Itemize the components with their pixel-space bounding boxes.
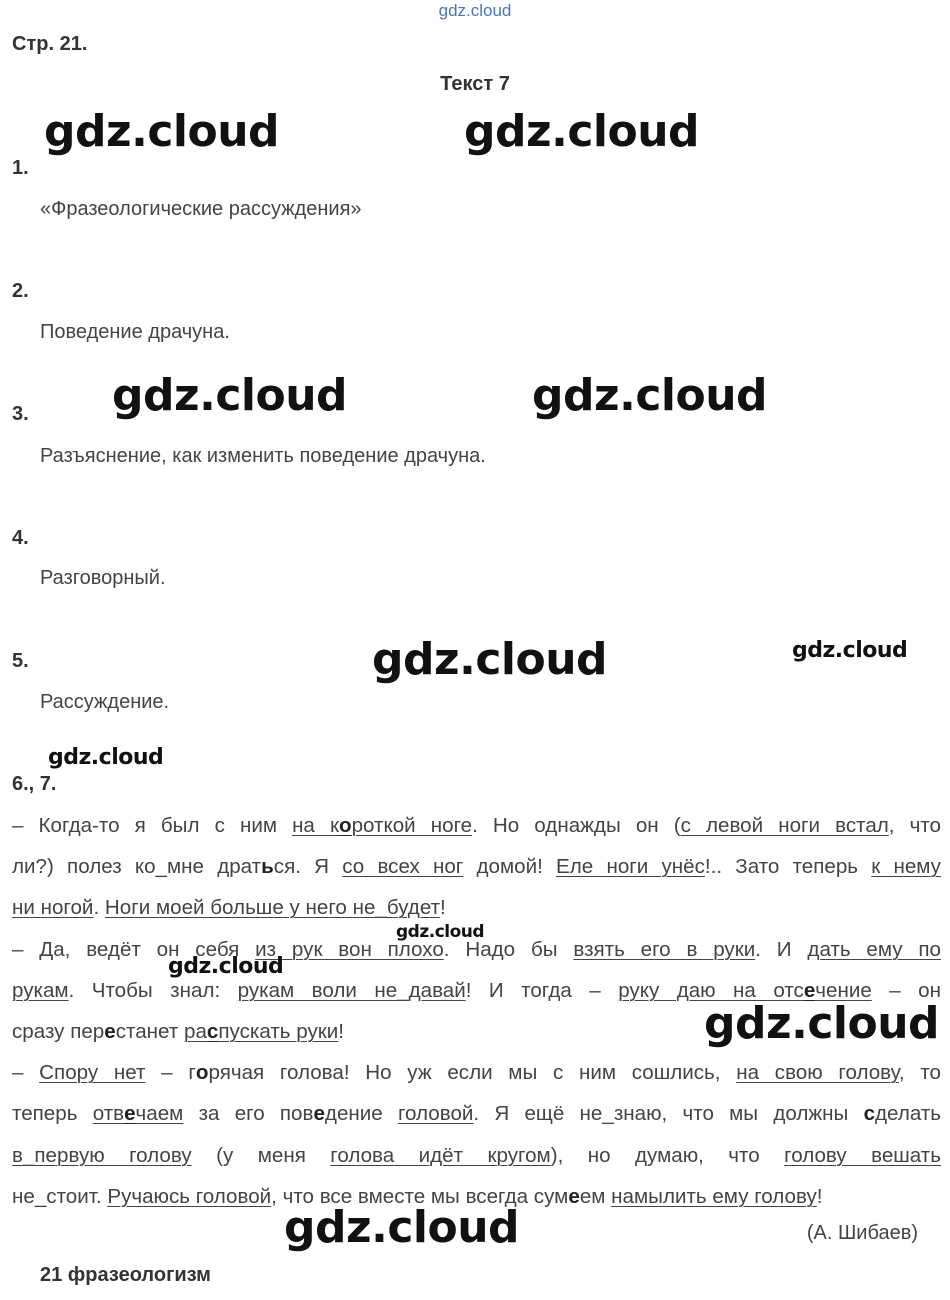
watermark: gdz.cloud bbox=[792, 638, 908, 663]
phraseologism-fragment: руку даю на отс bbox=[618, 978, 804, 1002]
item-number: 1. bbox=[12, 157, 29, 179]
text-fragment: – г bbox=[145, 1061, 196, 1085]
text-fragment: дение bbox=[324, 1102, 398, 1126]
phraseologism-fragment: Ноги моей больше у него не_будет bbox=[104, 896, 441, 920]
text-fragment: станет bbox=[115, 1020, 184, 1043]
text-fragment: ся. Я bbox=[273, 855, 343, 879]
phraseologism-fragment: рукам воли не_давай bbox=[237, 978, 466, 1002]
passage-line bbox=[12, 1093, 941, 1134]
text-fragment: ! bbox=[338, 1020, 345, 1043]
text-fragment: ь bbox=[261, 855, 274, 879]
passage-line bbox=[12, 1052, 941, 1093]
item-answer: Поведение драчуна. bbox=[40, 321, 230, 343]
phraseologism-fragment: отв bbox=[92, 1102, 125, 1126]
text-fragment: . Чтобы знал: bbox=[68, 978, 238, 1002]
page-label: Стр. 21. bbox=[12, 33, 88, 55]
text-fragment: сразу пер bbox=[12, 1020, 105, 1043]
text-fragment: за его пов bbox=[183, 1102, 314, 1126]
watermark: gdz.cloud bbox=[396, 922, 485, 942]
passage-line bbox=[12, 846, 941, 887]
phraseologism-fragment: головой bbox=[397, 1102, 474, 1126]
text-fragment: !.. Зато теперь bbox=[704, 855, 872, 879]
text-fragment: ), но думаю, что bbox=[550, 1143, 785, 1167]
phraseologism-fragment: Спору нет bbox=[39, 1061, 146, 1085]
watermark: gdz.cloud bbox=[704, 998, 940, 1049]
text-fragment: о bbox=[195, 1061, 209, 1085]
text-fragment: е bbox=[568, 1184, 580, 1208]
phraseologism-fragment: дать ему по bbox=[807, 937, 941, 961]
text-fragment: рячая голова! Но уж если мы с ним сошлись, bbox=[208, 1061, 737, 1085]
item-number: 6., 7. bbox=[12, 773, 57, 795]
watermark: gdz.cloud bbox=[372, 634, 608, 685]
item-answer: Рассуждение. bbox=[40, 691, 170, 713]
text-fragment: ! bbox=[440, 896, 446, 920]
item-number: 3. bbox=[12, 403, 29, 425]
phraseologism-fragment: о bbox=[338, 814, 352, 837]
phraseologism-fragment: с левой ноги встал bbox=[680, 814, 889, 837]
phraseologism-fragment: е bbox=[803, 978, 816, 1002]
text-fragment: – Да, ведёт он себя bbox=[12, 937, 256, 961]
item-number: 4. bbox=[12, 527, 29, 549]
phraseologism-fragment: Еле ноги унёс bbox=[556, 855, 705, 879]
phraseologism-fragment: чение bbox=[815, 978, 872, 1002]
item-number: 2. bbox=[12, 280, 29, 302]
phraseologism-fragment: ра bbox=[183, 1020, 207, 1043]
text-fragment: (у меня bbox=[191, 1143, 331, 1167]
phraseologism-fragment: пускать руки bbox=[218, 1020, 339, 1043]
text-fragment: , то bbox=[898, 1061, 941, 1085]
phraseologism-fragment: к нему bbox=[871, 855, 941, 879]
text-fragment: – Когда-то я был с ним bbox=[12, 814, 293, 837]
text-fragment: с bbox=[863, 1102, 876, 1126]
text-fragment: не_стоит. bbox=[12, 1184, 108, 1208]
text-fragment: е bbox=[313, 1102, 325, 1126]
watermark: gdz.cloud bbox=[284, 1202, 520, 1253]
text-fragment: домой! bbox=[463, 855, 557, 879]
text-fragment: . Но однажды он ( bbox=[472, 814, 681, 837]
text-fragment: . Я ещё не_знаю, что мы должны bbox=[473, 1102, 864, 1126]
passage-line bbox=[12, 1135, 941, 1176]
item-answer: Разъяснение, как изменить поведение драчуна. bbox=[40, 445, 486, 467]
watermark: gdz.cloud bbox=[464, 106, 700, 157]
text-fragment: ! И тогда – bbox=[465, 978, 619, 1002]
phraseologism-fragment: Ручаюсь головой bbox=[107, 1184, 272, 1208]
text-fragment: . Надо бы bbox=[443, 937, 574, 961]
phraseologism-fragment: на к bbox=[292, 814, 339, 837]
phraseologism-fragment: на свою голову bbox=[736, 1061, 899, 1085]
author: (А. Шибаев) bbox=[806, 1222, 918, 1244]
text-title: Текст 7 bbox=[440, 73, 510, 95]
text-fragment: – bbox=[12, 1061, 40, 1085]
phraseologism-fragment: взять его в руки bbox=[573, 937, 756, 961]
watermark-top: gdz.cloud bbox=[438, 1, 512, 20]
item-answer: Разговорный. bbox=[40, 567, 166, 589]
watermark: gdz.cloud bbox=[44, 106, 280, 157]
phraseologism-fragment: е bbox=[124, 1102, 136, 1126]
text-fragment: делать bbox=[875, 1102, 941, 1126]
text-fragment: , что bbox=[888, 814, 941, 837]
phraseologism-fragment: роткой ноге bbox=[351, 814, 473, 837]
watermark: gdz.cloud bbox=[532, 370, 768, 421]
phraseologism-fragment: рукам bbox=[12, 978, 69, 1002]
phraseologism-fragment: из рук вон плохо bbox=[255, 937, 444, 961]
phraseologism-fragment: ни ногой bbox=[12, 896, 94, 920]
phraseologism-fragment: чаем bbox=[135, 1102, 184, 1126]
watermark: gdz.cloud bbox=[112, 370, 348, 421]
text-fragment: ем bbox=[579, 1184, 612, 1208]
footer-summary: 21 фразеологизм bbox=[40, 1264, 211, 1286]
text-fragment: , что все вместе мы всегда сум bbox=[271, 1184, 569, 1208]
phraseologism-fragment: в_первую голову bbox=[12, 1143, 192, 1167]
watermark: gdz.cloud bbox=[168, 954, 284, 979]
phraseologism-fragment: со всех ног bbox=[342, 855, 464, 879]
watermark: gdz.cloud bbox=[48, 745, 164, 770]
text-fragment: . И bbox=[755, 937, 808, 961]
text-fragment: . bbox=[93, 896, 105, 920]
text-fragment: е bbox=[104, 1020, 116, 1043]
item-answer: «Фразеологические рассуждения» bbox=[40, 198, 362, 220]
passage-line bbox=[12, 805, 941, 846]
phraseologism-fragment: намылить ему голову bbox=[611, 1184, 817, 1208]
item-number: 5. bbox=[12, 650, 29, 672]
phraseologism-fragment: голову вешать bbox=[784, 1143, 941, 1167]
text-fragment: теперь bbox=[12, 1102, 93, 1126]
text-fragment: ! bbox=[816, 1184, 823, 1208]
phraseologism-fragment: с bbox=[206, 1020, 219, 1043]
text-fragment: ли?) полез ко_мне драт bbox=[12, 855, 262, 879]
phraseologism-fragment: голова идёт кругом bbox=[330, 1143, 551, 1167]
text-fragment: – он bbox=[871, 978, 941, 1002]
